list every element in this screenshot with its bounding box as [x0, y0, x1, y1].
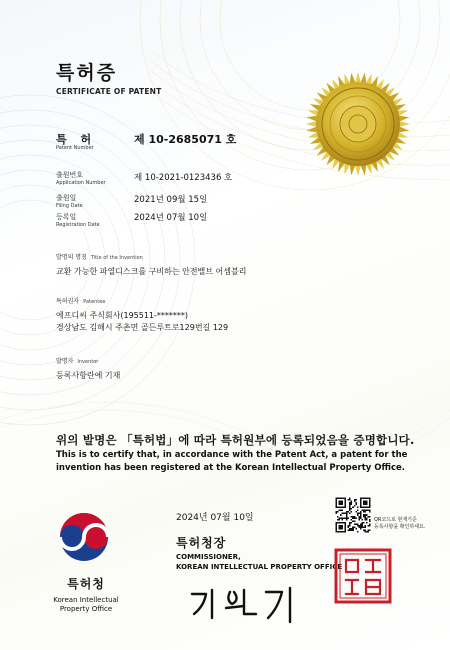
- qr-note-line2: 등록사항을 확인하세요.: [374, 524, 426, 530]
- qr-note-line1: QR코드로 현재기준: [374, 517, 417, 523]
- invention-title-heading: [56, 252, 143, 261]
- patentee-address: 경상남도 김해시 주촌면 골든루트로129번길 129: [56, 323, 229, 332]
- signature-icon: [186, 584, 316, 624]
- inventor-label-en: Inventor: [77, 359, 99, 365]
- invention-title-label: 발명의 명칭: [56, 254, 87, 261]
- filing-date-label-en: Filing Date: [56, 203, 83, 209]
- issue-date: 2024년 07월 10일: [176, 513, 254, 523]
- kipo-name-en-line2: Property Office: [59, 605, 113, 613]
- application-number-label-en: Application Number: [56, 180, 106, 186]
- patentee-name: 에프디씨 주식회사(195511-*******): [56, 311, 189, 320]
- patentee-heading: [56, 296, 105, 305]
- kipo-name-en-line1: Korean Intellectual: [53, 596, 119, 604]
- certification-statement-ko: 위의 발명은 「특허법」에 따라 특허원부에 등록되었음을 증명합니다.: [56, 433, 415, 447]
- inventor-label: 발명자: [56, 358, 74, 365]
- application-number-label: 출원번호: [56, 171, 84, 179]
- patentee-label-en: Patentee: [83, 299, 106, 305]
- patentee-label: 특허권자: [56, 298, 80, 305]
- patent-number-label-en: Patent Number: [56, 145, 94, 151]
- registration-date-label-en: Registration Date: [56, 222, 100, 228]
- inventor-value: 등록사항란에 기재: [56, 371, 121, 380]
- commissioner-title-en-line1: COMMISSIONER,: [176, 553, 241, 561]
- qr-code-icon[interactable]: [334, 496, 372, 534]
- official-stamp-icon: [334, 548, 392, 604]
- commissioner-title-en-line2: KOREAN INTELLECTUAL PROPERTY OFFICE: [176, 562, 343, 571]
- kipo-name-ko: 특허청: [67, 577, 105, 591]
- invention-title-value: 교환 가능한 파열디스크를 구비하는 안전밸브 어셈블리: [56, 267, 247, 276]
- inventor-heading: [56, 356, 98, 365]
- certification-statement-en: This is to certify that, in accordance with the Patent Act, a patent for the invention has been registered at the Korean Intellectual Property Office.: [56, 450, 408, 473]
- kipo-taegeuk-logo-icon: [58, 511, 110, 563]
- kipo-name-en: [36, 596, 136, 614]
- patent-number-label: 특 허: [56, 133, 97, 146]
- application-number-value: 제 10-2021-0123436 호: [134, 173, 233, 183]
- certificate-title: 특허증: [56, 62, 118, 84]
- certificate-title-en: CERTIFICATE OF PATENT: [56, 87, 162, 96]
- commissioner-title-en: [176, 553, 342, 572]
- invention-title-label-en: Title of the Invention: [90, 255, 143, 261]
- commissioner-title-ko: 특허청장: [176, 536, 227, 550]
- filing-date-value: 2021년 09월 15일: [134, 195, 208, 205]
- registration-date-label: 등록일: [56, 213, 77, 221]
- qr-note: [374, 517, 425, 531]
- registration-date-value: 2024년 07월 10일: [134, 213, 208, 223]
- patent-number-value: 제 10-2685071 호: [134, 133, 237, 146]
- gold-seal-icon: [304, 70, 412, 178]
- filing-date-label: 출원일: [56, 194, 77, 202]
